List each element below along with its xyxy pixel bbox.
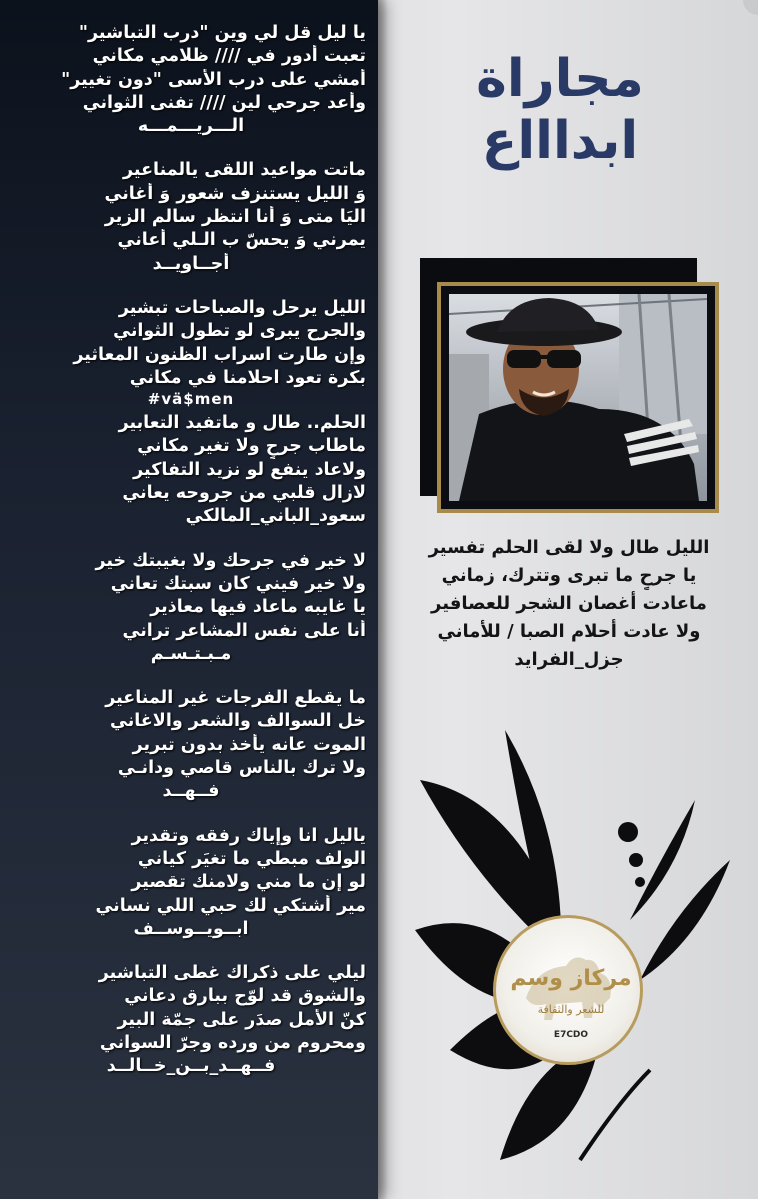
stanza [16,159,366,275]
poem-line: أمشي على درب الأسى "دون تغيير" [61,69,366,90]
poem-line: ومحروم من ورده وجرّ السواني [99,1032,366,1053]
poem-line: اليَا متى وَ أنا انتظر سالم الزير [104,207,366,228]
verse-line: ولا عادت أحلام الصبا / للأماني [437,621,701,642]
poet-photo [449,294,707,501]
poem-line: ولاعاد ينفع لو نزيد التفاكير [133,459,366,480]
poem-line: لا خير في جرحك ولا بغيبتك خير [95,550,366,571]
logo-badge [493,915,643,1065]
featured-verse [400,534,738,674]
stanza [16,825,366,941]
title-line-2: ابداااع [481,111,639,171]
poet-signature: فــهــد [162,781,220,802]
column-shadow [378,0,388,1199]
stanza [16,550,366,666]
title-line-1: مجاراة [476,49,644,109]
poem-line: ليلي على ذكراك غطى التباشير [98,963,366,984]
dot-ornament [629,853,643,867]
poem-line: ولا خير فيني كان سبتك تعاني [110,573,366,594]
poem-line: يا غايبه ماعاد فيها معاذير [150,597,366,618]
poem-line: ولا ترك بالناس قاصي ودانـي [117,758,366,779]
poet-signature: أجــاويــد [152,253,230,274]
poems-container [16,22,366,1100]
poem-line: لو إن ما مني ولامنك تقصير [131,872,366,893]
poet-signature: الـــريـــمـــه [137,116,245,137]
poem-line: الليل يرحل والصباحات تبشير [118,297,366,318]
poem-line: ياليل انا وإياك رفقه وتقدير [131,825,366,846]
dot-ornament [635,877,645,887]
poem-line: ماتت مواعيد اللقى يالمناعير [123,160,366,181]
poem-line: وإن طارت اسراب الظنون المعاثير [73,344,366,365]
stanza [16,412,366,528]
verse-line: يا جرحٍ ما تبرى وتترك، زماني [441,565,697,586]
poem-line: أنا على نفس المشاعر تراني [122,620,366,641]
hashtag: #vä$men [147,390,235,409]
poet-signature: سعود_الباني_المالكي [185,506,366,527]
poem-line: بكرة تعود احلامنا في مكاني [129,367,366,388]
poem-line: الولف مبطي ما تغيَر كياني [137,848,366,869]
poem-line: الموت عانه يأخذ بدون تبرير [132,734,366,755]
poem-line: يا ليل قل لي وين "درب التباشير" [78,23,366,43]
poem-line: لازال قلبي من جروحه يعاني [122,483,366,504]
poem-line: والشوق قد لوّح ببارق دعاني [124,986,366,1007]
poem-line: ماطاب جرحٍ ولا تغير مكاني [137,436,366,457]
poet-signature: مـبـتـسـم [150,643,232,664]
portrait-illustration [449,294,707,501]
poem-line: ما يقطع الفرجات غير المناعير [105,688,366,709]
poet-signature: فــهــد_بــن_خــالــد [106,1056,276,1077]
logo-subtitle: للشعر والثقافة [537,1003,605,1016]
verse-line: الليل طال ولا لقى الحلم تفسير [428,537,710,558]
poem-line: يمرني وَ يحسّ ب الـلي أعاني [117,230,366,251]
page-title [440,48,680,172]
verse-line: ماعادت أغصان الشجر للعصافير [431,593,707,614]
poem-line: مير أشتكي لك حبي اللي نساني [95,895,366,916]
poem-line: وأعد جرحي لين //// تفنى الثواني [82,92,366,113]
poet-photo-frame [437,282,719,513]
poem-line: تعبت أدور في //// ظلامي مكاني [92,46,366,67]
stem [580,1070,650,1160]
poet-signature: ابــويــوســف [133,918,249,939]
stanza [16,22,366,138]
logo-code: E7CDO [553,1030,589,1040]
poem-line: وَ الليل يستنزف شعور وَ أغاني [104,183,366,204]
poem-line: والجرح يبرى لو تطول الثواني [113,321,366,342]
logo-name: مركاز وسم [510,966,632,991]
dot-ornament [618,822,638,842]
poem-line: الحلم.. طال و ماتفيد التعابير [118,413,366,434]
verse-author: جزل_الفرايد [514,649,624,670]
stanza [16,962,366,1078]
stanza [16,297,366,390]
poem-line: كنّ الأمل صدَر على جمّة البير [117,1009,366,1030]
poem-line: خل السوالف والشعر والاغاني [110,711,366,732]
stanza [16,687,366,803]
